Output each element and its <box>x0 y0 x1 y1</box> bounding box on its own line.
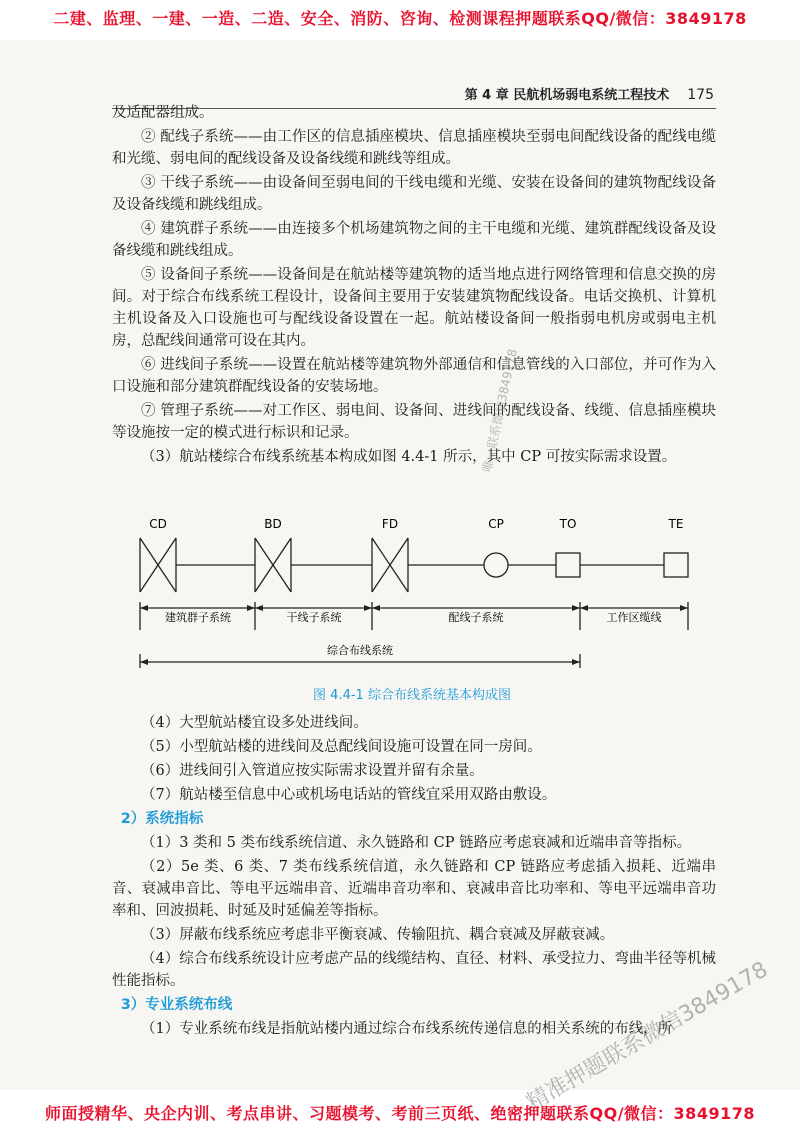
top-banner: 二建、监理、一建、一造、二造、安全、消防、咨询、检测课程押题联系QQ/微信：3849178 <box>53 9 747 28</box>
segment-label-work-area: 工作区缆线 <box>606 611 662 624</box>
paragraph: （2）5e 类、6 类、7 类布线系统信道，永久链路和 CP 链路应考虑插入损耗、近端串音、衰减串音比、等电平远端串音、近端串音功率和、衰减串音比功率和、等电平远端串音功率和、回波损耗、时延及时延偏差等指标。 <box>112 859 716 919</box>
paragraph: ② 配线子系统——由工作区的信息插座模块、信息插座模块至弱电间配线设备的配线电缆和光缆、弱电间的配线设备及设备线缆和跳线等组成。 <box>112 129 716 167</box>
paragraph: （4）综合布线系统设计应考虑产品的线缆结构、直径、材料、承受拉力、弯曲半径等机械性能指标。 <box>112 951 716 989</box>
node-label-to: TO <box>559 517 577 531</box>
te-symbol <box>664 553 688 577</box>
cd-frame-symbol <box>140 538 176 592</box>
to-symbol <box>556 553 580 577</box>
node-label-bd: BD <box>264 517 282 531</box>
overall-label: 综合布线系统 <box>327 644 393 657</box>
paragraph: （1）专业系统布线是指航站楼内通过综合布线系统传递信息的相关系统的布线，所 <box>141 1021 673 1037</box>
body-text-lower <box>112 712 716 1042</box>
section-heading-professional-cabling: 3）专业系统布线 <box>120 997 233 1013</box>
page-number: 175 <box>687 87 714 103</box>
segment-label-campus: 建筑群子系统 <box>165 611 231 624</box>
paragraph: （7）航站楼至信息中心或机场电话站的管线宜采用双路由敷设。 <box>141 787 557 803</box>
diagram-svg <box>112 508 712 684</box>
figure-cabling-diagram <box>112 508 712 708</box>
node-label-cp: CP <box>488 517 504 531</box>
watermark-bottom-right: 精准押题联系微信3849178 <box>522 957 773 1116</box>
node-label-fd: FD <box>381 517 399 531</box>
paragraph: 及适配器组成。 <box>112 105 214 121</box>
paragraph: ③ 干线子系统——由设备间至弱电间的干线电缆和光缆、安装在设备间的建筑物配线设备及设备线缆和跳线组成。 <box>112 175 716 213</box>
paragraph: ④ 建筑群子系统——由连接多个机场建筑物之间的主干电缆和光缆、建筑群配线设备及设备线缆和跳线组成。 <box>112 221 716 259</box>
paragraph: ⑦ 管理子系统——对工作区、弱电间、设备间、进线间的配线设备、线缆、信息插座模块等设施按一定的模式进行标识和记录。 <box>112 403 716 441</box>
node-label-te: TE <box>668 517 684 531</box>
paragraph: ⑥ 进线间子系统——设置在航站楼等建筑物外部通信和信息管线的入口部位，并可作为入口设施和部分建筑群配线设备的安装场地。 <box>112 357 716 395</box>
running-head <box>465 84 714 103</box>
paragraph: （1）3 类和 5 类布线系统信道、永久链路和 CP 链路应考虑衰减和近端串音等指标。 <box>141 835 692 851</box>
cp-symbol <box>484 553 508 577</box>
node-label-cd: CD <box>149 517 167 531</box>
segment-label-backbone: 干线子系统 <box>286 611 342 624</box>
section-heading-indicators: 2）系统指标 <box>120 811 204 827</box>
paragraph: （4）大型航站楼宜设多处进线间。 <box>141 715 368 731</box>
bd-frame-symbol <box>255 538 291 592</box>
paragraph: （3）航站楼综合布线系统基本构成如图 4.4-1 所示，其中 CP 可按实际需求设置。 <box>141 449 677 465</box>
paragraph: （6）进线间引入管道应按实际需求设置并留有余量。 <box>141 763 484 779</box>
paragraph: ⑤ 设备间子系统——设备间是在航站楼等建筑物的适当地点进行网络管理和信息交换的房间。对于综合布线系统工程设计，设备间主要用于安装建筑物配线设备。电话交换机、计算机主机设备及入口设施也可与配线设备设置在一起。航站楼设备间一般指弱电机房或弱电主机房，总配线间通常可设在其内。 <box>112 267 716 349</box>
chapter-title: 第 4 章 民航机场弱电系统工程技术 <box>464 88 670 103</box>
segment-label-horizontal: 配线子系统 <box>448 611 504 624</box>
paragraph: （3）屏蔽布线系统应考虑非平衡衰减、传输阻抗、耦合衰减及屏蔽衰减。 <box>141 927 615 943</box>
paragraph: （5）小型航站楼的进线间及总配线间设施可设置在同一房间。 <box>141 739 542 755</box>
bottom-banner: 师面授精华、央企内训、考点串讲、习题模考、考前三页纸、绝密押题联系QQ/微信：3849178 <box>45 1104 755 1123</box>
figure-caption: 图 4.4-1 综合布线系统基本构成图 <box>313 688 511 703</box>
body-text-upper <box>112 102 716 470</box>
watermark-center: 唯一联系微信3849178 <box>479 347 520 474</box>
fd-frame-symbol <box>372 538 408 592</box>
